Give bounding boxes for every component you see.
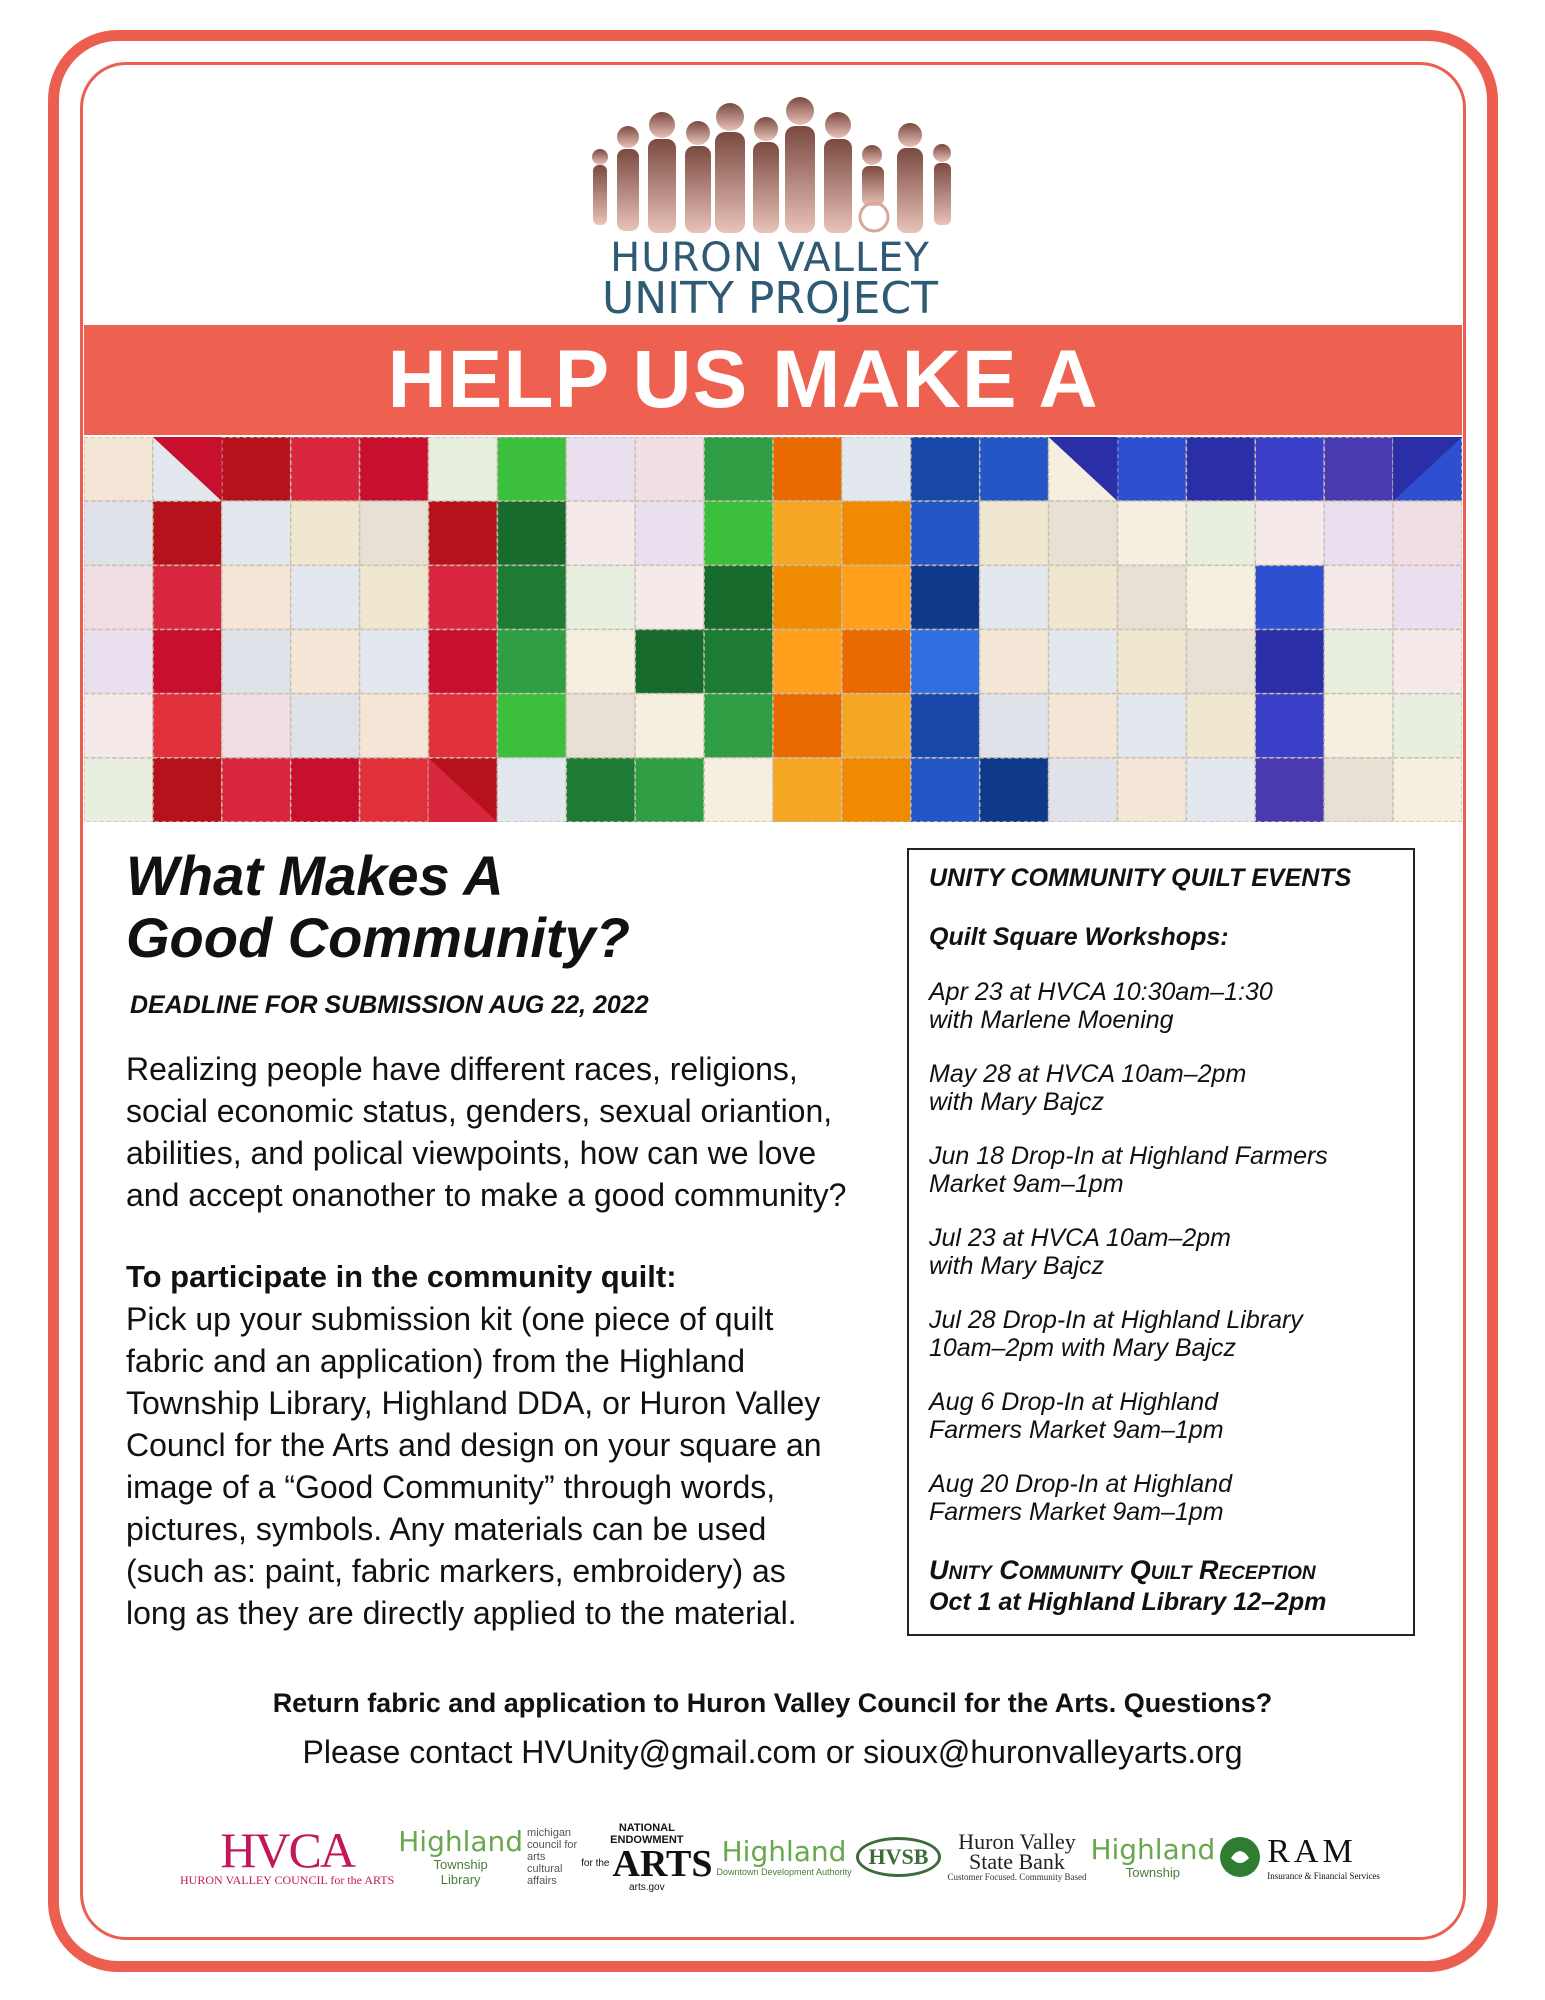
ram-emblem-icon [1219, 1836, 1261, 1878]
event-item: May 28 at HVCA 10am–2pm with Mary Bajcz [929, 1060, 1247, 1116]
quilt-word-image [84, 437, 1462, 822]
events-title: UNITY COMMUNITY QUILT EVENTS [929, 864, 1352, 892]
quilt-patch [842, 501, 911, 565]
quilt-patch [911, 694, 980, 758]
reception-title: Unity Community Quilt Reception [929, 1555, 1316, 1585]
quilt-patch [291, 565, 360, 629]
quilt-patch [566, 565, 635, 629]
reception-info [929, 1554, 1393, 1618]
highland-dda-logo: Highland Downtown Development Authority [716, 1835, 852, 1877]
quilt-patch [360, 501, 429, 565]
quilt-patch [980, 565, 1049, 629]
quilt-patch [153, 694, 222, 758]
quilt-patch [980, 501, 1049, 565]
quilt-patch [153, 501, 222, 565]
event-item: Apr 23 at HVCA 10:30am–1:30 with Marlene Moening [929, 978, 1273, 1034]
quilt-patch [497, 694, 566, 758]
headline-banner [84, 325, 1462, 435]
quilt-patch [222, 501, 291, 565]
logo-line-huron-valley: HURON VALLEY [610, 235, 930, 281]
quilt-patch [842, 437, 911, 501]
banner-text: HELP US MAKE A [387, 334, 1099, 425]
quilt-patch [1118, 694, 1187, 758]
hvca-logo: HVCA HURON VALLEY COUNCIL for the ARTS [180, 1821, 395, 1887]
quilt-patch [773, 437, 842, 501]
sponsor-logos [180, 1812, 1380, 1902]
quilt-patch [773, 630, 842, 694]
quilt-patch [635, 565, 704, 629]
quilt-patch [773, 565, 842, 629]
quilt-patch [1118, 437, 1187, 501]
submission-deadline: DEADLINE FOR SUBMISSION AUG 22, 2022 [130, 991, 649, 1019]
quilt-patch [1324, 694, 1393, 758]
quilt-patch [360, 565, 429, 629]
quilt-patch [704, 437, 773, 501]
quilt-patch [842, 694, 911, 758]
main-headline: What Makes A Good Community? [126, 844, 630, 969]
quilt-patch [911, 437, 980, 501]
quilt-patch [222, 758, 291, 822]
nea-logo: NATIONAL ENDOWMENT for the ARTS arts.gov [581, 1821, 713, 1893]
event-item: Jul 23 at HVCA 10am–2pm with Mary Bajcz [929, 1224, 1232, 1280]
event-item: Jun 18 Drop-In at Highland Farmers Market 9am–1pm [929, 1142, 1328, 1198]
return-instructions: Return fabric and application to Huron Valley Council for the Arts. Questions? [272, 1688, 1273, 1718]
quilt-patch [291, 630, 360, 694]
quilt-patch [635, 501, 704, 565]
quilt-patch [360, 630, 429, 694]
quilt-patch [773, 501, 842, 565]
quilt-patch [773, 758, 842, 822]
quilt-patch [1186, 565, 1255, 629]
highland-township-logo: Highland Township [1090, 1832, 1216, 1880]
quilt-patch [704, 565, 773, 629]
quilt-patch [429, 565, 498, 629]
quilt-patch [1118, 501, 1187, 565]
quilt-patch [1118, 565, 1187, 629]
quilt-patch [911, 758, 980, 822]
event-item: Jul 28 Drop-In at Highland Library 10am–2pm with Mary Bajcz [929, 1306, 1303, 1362]
unity-project-logo [560, 95, 980, 323]
quilt-patch [1255, 501, 1324, 565]
workshops-subtitle: Quilt Square Workshops: [929, 923, 1229, 951]
quilt-patch [497, 758, 566, 822]
quilt-patch [1393, 501, 1462, 565]
main-content [126, 845, 906, 1634]
quilt-patch [497, 501, 566, 565]
ram-logo: RAM Insurance & Financial Services [1219, 1833, 1380, 1881]
quilt-patch [1186, 694, 1255, 758]
quilt-patch [497, 565, 566, 629]
quilt-patch [1324, 630, 1393, 694]
quilt-patch [1186, 437, 1255, 501]
quilt-patch [566, 437, 635, 501]
events-box [907, 848, 1415, 1636]
quilt-patch [1393, 694, 1462, 758]
quilt-patch [1324, 758, 1393, 822]
quilt-patch [635, 630, 704, 694]
quilt-patch [429, 694, 498, 758]
quilt-patch [291, 694, 360, 758]
contact-line: Please contact HVUnity@gmail.com or sioux@huronvalleyarts.org [302, 1734, 1243, 1770]
reception-detail: Oct 1 at Highland Library 12–2pm [929, 1588, 1327, 1616]
quilt-patch [360, 758, 429, 822]
quilt-patch [291, 501, 360, 565]
quilt-patch [704, 694, 773, 758]
event-item: Aug 20 Drop-In at Highland Farmers Market 9am–1pm [929, 1470, 1232, 1526]
quilt-patch [1049, 758, 1118, 822]
quilt-patch [1393, 758, 1462, 822]
quilt-patch [1324, 565, 1393, 629]
michigan-arts-council-logo: michigan council for arts cultural affairs [527, 1827, 578, 1887]
quilt-patch [1118, 758, 1187, 822]
quilt-patch [980, 630, 1049, 694]
quilt-patch [1255, 565, 1324, 629]
quilt-patch [84, 758, 153, 822]
quilt-patch [1324, 437, 1393, 501]
quilt-patch [980, 758, 1049, 822]
quilt-patch [429, 437, 498, 501]
quilt-patch [84, 565, 153, 629]
quilt-patch [84, 630, 153, 694]
quilt-patch [429, 501, 498, 565]
quilt-patch [566, 630, 635, 694]
quilt-patch [1393, 630, 1462, 694]
quilt-patch [1255, 437, 1324, 501]
quilt-patch [1186, 630, 1255, 694]
quilt-patch [842, 630, 911, 694]
quilt-patch [153, 758, 222, 822]
quilt-patch [84, 437, 153, 501]
quilt-patch [291, 437, 360, 501]
people-silhouette-icon [580, 95, 960, 235]
quilt-patch [635, 694, 704, 758]
quilt-patch [704, 630, 773, 694]
quilt-patch [635, 758, 704, 822]
quilt-patch [1049, 565, 1118, 629]
quilt-patch [153, 630, 222, 694]
quilt-patch [911, 501, 980, 565]
quilt-patch [497, 437, 566, 501]
quilt-patch [1324, 501, 1393, 565]
quilt-patch [1049, 630, 1118, 694]
highland-library-logo: Highland Township Library [398, 1825, 524, 1887]
quilt-patch [1118, 630, 1187, 694]
quilt-patch [360, 694, 429, 758]
quilt-patch [704, 501, 773, 565]
quilt-patch [842, 758, 911, 822]
quilt-patch [222, 694, 291, 758]
quilt-patch [566, 758, 635, 822]
quilt-patch [84, 694, 153, 758]
quilt-patch [635, 437, 704, 501]
quilt-patch [980, 694, 1049, 758]
quilt-patch [1255, 758, 1324, 822]
quilt-patch [360, 437, 429, 501]
quilt-patch [911, 630, 980, 694]
participate-heading: To participate in the community quilt: [126, 1259, 677, 1294]
hvsb-logo: HVSB Huron Valley State Bank Customer Focused. Community Based [856, 1832, 1087, 1882]
quilt-patch [1186, 758, 1255, 822]
quilt-patch [566, 694, 635, 758]
quilt-patch [153, 565, 222, 629]
quilt-patch [222, 565, 291, 629]
quilt-patch [980, 437, 1049, 501]
quilt-patch [497, 630, 566, 694]
logo-line-unity-project: UNITY PROJECT [602, 273, 938, 324]
quilt-patch [429, 630, 498, 694]
quilt-patch [291, 758, 360, 822]
quilt-patch [1255, 694, 1324, 758]
quilt-patch [222, 437, 291, 501]
quilt-patch [1049, 694, 1118, 758]
quilt-patch [1049, 501, 1118, 565]
event-item: Aug 6 Drop-In at Highland Farmers Market 9am–1pm [929, 1388, 1224, 1444]
quilt-patch [704, 758, 773, 822]
quilt-patch [842, 565, 911, 629]
quilt-patch [222, 630, 291, 694]
quilt-patch [773, 694, 842, 758]
quilt-patch [1255, 630, 1324, 694]
quilt-patch [1393, 565, 1462, 629]
quilt-patch [566, 501, 635, 565]
participate-body: Pick up your submission kit (one piece of quilt fabric and an application) from the Highland Township Library, Highland DDA, or Huron Valley Councl for the Arts and design on your square an image of a “Good Community” through words, pictures, symbols. Any materials can be used (such as: paint, fabric markers, embroidery) as long as they are directly applied to the material. [126, 1301, 822, 1631]
quilt-patch [84, 501, 153, 565]
intro-paragraph: Realizing people have different races, religions, social economic status, genders, sexual oriantion, abilities, and polical viewpoints, how can we love and accept onanother to make a good community? [126, 1051, 847, 1213]
quilt-patch [911, 565, 980, 629]
quilt-patch [1186, 501, 1255, 565]
